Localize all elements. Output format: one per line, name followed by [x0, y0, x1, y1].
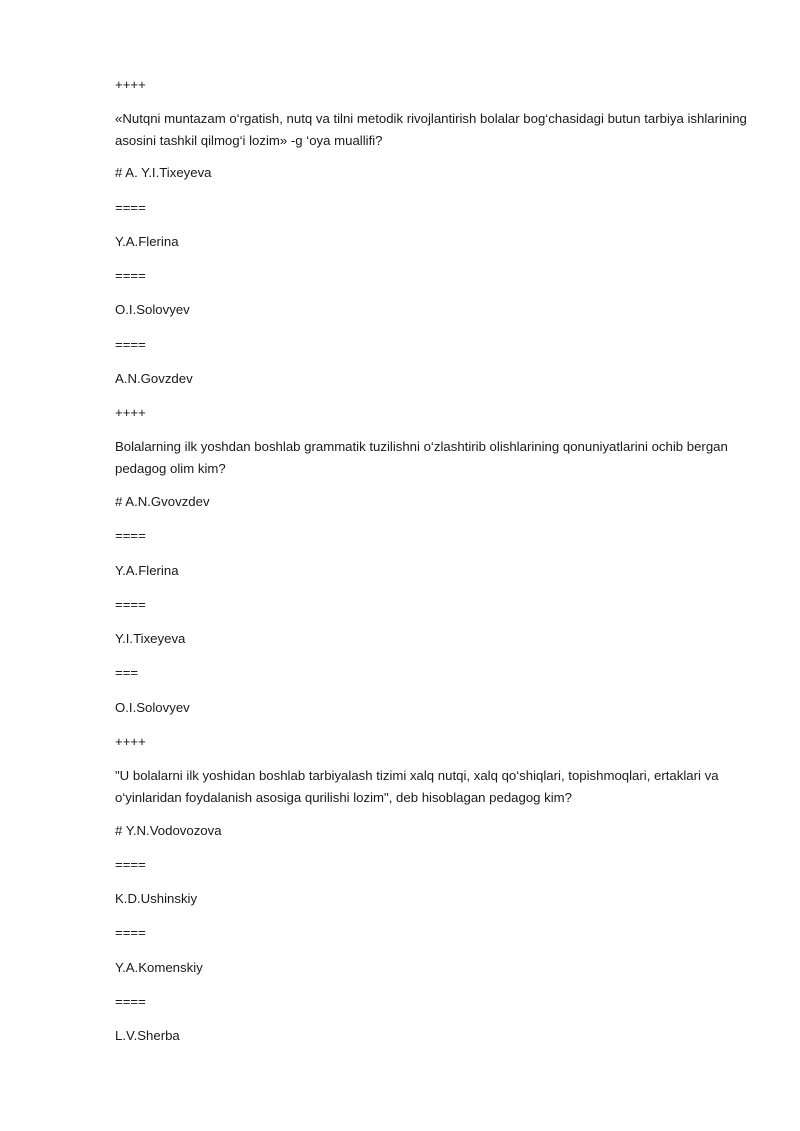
question-separator: ++++ — [115, 405, 146, 420]
question-separator: ++++ — [115, 77, 146, 92]
answer-option: A.N.Govzdev — [115, 371, 193, 386]
option-separator: ==== — [115, 994, 146, 1009]
question-text: "U bolalarni ilk yoshidan boshlab tarbiyalash tizimi xalq nutqi, xalq qo‘shiqlari, topishmoqlari, ertaklari va o‘yinlaridan foydalanish asosiga qurilishi lozim", deb hisoblagan pedagog kim? — [115, 768, 719, 805]
correct-answer: # Y.N.Vodovozova — [115, 823, 222, 838]
answer-option: K.D.Ushinskiy — [115, 891, 198, 906]
option-separator: ==== — [115, 268, 146, 283]
option-separator: ==== — [115, 925, 146, 940]
answer-option: Y.A.Flerina — [115, 234, 179, 249]
answer-option: L.V.Sherba — [115, 1028, 180, 1043]
answer-option: Y.A.Komenskiy — [115, 960, 203, 975]
option-separator: ==== — [115, 528, 146, 543]
answer-option: Y.I.Tixeyeva — [115, 631, 186, 646]
option-separator: ==== — [115, 597, 146, 612]
answer-option: O.I.Solovyev — [115, 700, 190, 715]
answer-option: Y.A.Flerina — [115, 563, 179, 578]
question-separator: ++++ — [115, 734, 146, 749]
question-text: «Nutqni muntazam o‘rgatish, nutq va tilni metodik rivojlantirish bolalar bog‘chasidagi butun tarbiya ishlarining asosini tashkil qilmog‘i lozim» -g ‘oya muallifi? — [115, 111, 747, 148]
option-separator: === — [115, 665, 139, 680]
option-separator: ==== — [115, 200, 146, 215]
correct-answer: # A. Y.I.Tixeyeva — [115, 165, 212, 180]
question-text: Bolalarning ilk yoshdan boshlab grammatik tuzilishni o‘zlashtirib olishlarining qonuniyatlarini ochib bergan pedagog olim kim? — [115, 439, 728, 476]
option-separator: ==== — [115, 337, 146, 352]
correct-answer: # A.N.Gvovzdev — [115, 494, 210, 509]
option-separator: ==== — [115, 857, 146, 872]
answer-option: O.I.Solovyev — [115, 302, 190, 317]
